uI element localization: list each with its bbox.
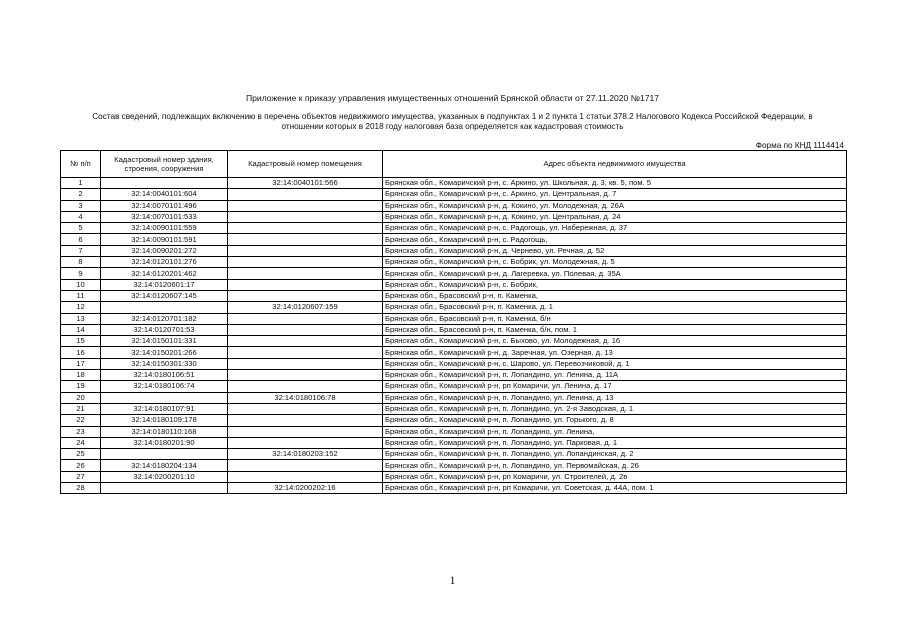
- building-cadastral-cell: 32:14:0180106:51: [101, 370, 228, 381]
- building-cadastral-cell: [101, 392, 228, 403]
- table-row: [61, 437, 847, 448]
- room-cadastral-cell: [228, 460, 383, 471]
- address-cell: Брянская обл., Комаричский р-н, с. Радогощь,: [383, 234, 847, 245]
- building-cadastral-cell: [101, 178, 228, 189]
- room-cadastral-cell: [228, 268, 383, 279]
- table-row: [61, 245, 847, 256]
- room-cadastral-cell: [228, 324, 383, 335]
- building-cadastral-cell: 32:14:0150301:330: [101, 358, 228, 369]
- building-cadastral-cell: 32:14:0150101:331: [101, 336, 228, 347]
- address-cell: Брянская обл., Комаричский р-н, п. Лопандино, ул. 2-я Заводская, д. 1: [383, 403, 847, 414]
- building-cadastral-cell: 32:14:0180107:91: [101, 403, 228, 414]
- row-number: 7: [61, 245, 101, 256]
- table-row: [61, 449, 847, 460]
- building-cadastral-cell: 32:14:0120601:17: [101, 279, 228, 290]
- row-number: 4: [61, 211, 101, 222]
- form-code: Форма по КНД 1114414: [755, 141, 844, 150]
- address-cell: Брянская обл., Комаричский р-н, с. Шарово, ул. Перевозчиковой, д. 1: [383, 358, 847, 369]
- address-cell: Брянская обл., Комаричский р-н, рп Комаричи, ул. Строителей, д. 2в: [383, 471, 847, 482]
- building-cadastral-cell: 32:14:0090101:559: [101, 223, 228, 234]
- address-cell: Брянская обл., Брасовский р-н, п. Каменка, б/н, пом. 1: [383, 324, 847, 335]
- table-row: [61, 189, 847, 200]
- building-cadastral-cell: 32:14:0090101:591: [101, 234, 228, 245]
- room-cadastral-cell: [228, 415, 383, 426]
- row-number: 12: [61, 302, 101, 313]
- table-row: [61, 211, 847, 222]
- row-number: 28: [61, 483, 101, 494]
- address-cell: Брянская обл., Комаричский р-н, с. Бобрик,: [383, 279, 847, 290]
- table-row: [61, 358, 847, 369]
- room-cadastral-cell: [228, 358, 383, 369]
- building-cadastral-cell: 32:14:0200201:10: [101, 471, 228, 482]
- table-header-row: [61, 151, 847, 178]
- row-number: 18: [61, 370, 101, 381]
- room-cadastral-cell: [228, 437, 383, 448]
- row-number: 9: [61, 268, 101, 279]
- room-cadastral-cell: 32:14:0180203:152: [228, 449, 383, 460]
- row-number: 25: [61, 449, 101, 460]
- address-cell: Брянская обл., Брасовский р-н, п. Каменка,: [383, 290, 847, 301]
- address-cell: Брянская обл., Комаричский р-н, с. Быхово, ул. Молодежная, д. 16: [383, 336, 847, 347]
- row-number: 22: [61, 415, 101, 426]
- table-row: [61, 290, 847, 301]
- address-cell: Брянская обл., Комаричский р-н, п. Лопандино, ул. Ленина, д. 13: [383, 392, 847, 403]
- row-number: 21: [61, 403, 101, 414]
- row-number: 14: [61, 324, 101, 335]
- building-cadastral-cell: 32:14:0180204:134: [101, 460, 228, 471]
- building-cadastral-cell: 32:14:0120101:276: [101, 257, 228, 268]
- row-number: 8: [61, 257, 101, 268]
- building-cadastral-cell: 32:14:0120701:182: [101, 313, 228, 324]
- building-cadastral-cell: 32:14:0120201:462: [101, 268, 228, 279]
- page-number: 1: [449, 573, 456, 587]
- row-number: 3: [61, 200, 101, 211]
- table-row: [61, 324, 847, 335]
- row-number: 15: [61, 336, 101, 347]
- building-cadastral-cell: 32:14:0090201:272: [101, 245, 228, 256]
- row-number: 24: [61, 437, 101, 448]
- building-cadastral-cell: 32:14:0180106:74: [101, 381, 228, 392]
- row-number: 10: [61, 279, 101, 290]
- table-row: [61, 268, 847, 279]
- building-cadastral-cell: 32:14:0070101:533: [101, 211, 228, 222]
- table-row: [61, 279, 847, 290]
- table-row: [61, 415, 847, 426]
- table-row: [61, 460, 847, 471]
- table-row: [61, 403, 847, 414]
- row-number: 26: [61, 460, 101, 471]
- room-cadastral-cell: 32:14:0180106:78: [228, 392, 383, 403]
- table-row: [61, 381, 847, 392]
- building-cadastral-cell: [101, 483, 228, 494]
- table-row: [61, 223, 847, 234]
- address-cell: Брянская обл., Комаричский р-н, п. Лопандино, ул. Парковая, д. 1: [383, 437, 847, 448]
- address-cell: Брянская обл., Комаричский р-н, п. Лопандино, ул. Горького, д. 8: [383, 415, 847, 426]
- row-number: 2: [61, 189, 101, 200]
- heading-line-1: Состав сведений, подлежащих включению в перечень объектов недвижимого имущества, указанных в подпунктах 1 и 2 пункта 1 статьи 378.2 Налогового Кодекса Российской Федерации, в: [92, 112, 813, 121]
- property-registry-table: [60, 150, 847, 494]
- table-row: [61, 313, 847, 324]
- address-cell: Брянская обл., Комаричский р-н, с. Аркино, ул. Школьная, д. 3, кв. 5, пом. 5: [383, 178, 847, 189]
- address-cell: Брянская обл., Комаричский р-н, рп Комаричи, ул. Советская, д. 44А, пом. 1: [383, 483, 847, 494]
- row-number: 5: [61, 223, 101, 234]
- room-cadastral-cell: [228, 200, 383, 211]
- row-number: 11: [61, 290, 101, 301]
- header-building-cadastral: Кадастровый номер здания, строения, сооружения: [101, 151, 228, 178]
- building-cadastral-cell: 32:14:0180110:168: [101, 426, 228, 437]
- building-cadastral-cell: [101, 302, 228, 313]
- row-number: 19: [61, 381, 101, 392]
- address-cell: Брянская обл., Комаричский р-н, д. Лагеревка, ул. Полевая, д. 35А: [383, 268, 847, 279]
- room-cadastral-cell: 32:14:0120607:159: [228, 302, 383, 313]
- address-cell: Брянская обл., Комаричский р-н, с. Радогощь, ул. Набережная, д. 37: [383, 223, 847, 234]
- building-cadastral-cell: [101, 449, 228, 460]
- room-cadastral-cell: [228, 381, 383, 392]
- row-number: 6: [61, 234, 101, 245]
- address-cell: Брянская обл., Комаричский р-н, с. Аркино, ул. Центральная, д. 7: [383, 189, 847, 200]
- heading-line-2: отношении которых в 2018 году налоговая база определяется как кадастровая стоимость: [281, 122, 624, 131]
- row-number: 13: [61, 313, 101, 324]
- table-body: [61, 178, 847, 494]
- room-cadastral-cell: [228, 223, 383, 234]
- row-number: 23: [61, 426, 101, 437]
- building-cadastral-cell: 32:14:0040101:604: [101, 189, 228, 200]
- room-cadastral-cell: [228, 471, 383, 482]
- building-cadastral-cell: 32:14:0120607:145: [101, 290, 228, 301]
- row-number: 1: [61, 178, 101, 189]
- address-cell: Брянская обл., Комаричский р-н, рп Комаричи, ул. Ленина, д. 17: [383, 381, 847, 392]
- room-cadastral-cell: [228, 234, 383, 245]
- room-cadastral-cell: [228, 426, 383, 437]
- room-cadastral-cell: [228, 336, 383, 347]
- row-number: 17: [61, 358, 101, 369]
- room-cadastral-cell: [228, 347, 383, 358]
- address-cell: Брянская обл., Брасовский р-н, п. Каменка, б/н: [383, 313, 847, 324]
- address-cell: Брянская обл., Комаричский р-н, с. Бобрик, ул. Молодежная, д. 5: [383, 257, 847, 268]
- header-address: Адрес объекта недвижимого имущества: [383, 151, 847, 178]
- room-cadastral-cell: [228, 313, 383, 324]
- building-cadastral-cell: 32:14:0180201:90: [101, 437, 228, 448]
- room-cadastral-cell: [228, 370, 383, 381]
- appendix-line: Приложение к приказу управления имущественных отношений Брянской области от 27.11.2020 №1717: [245, 93, 660, 103]
- address-cell: Брянская обл., Комаричский р-н, п. Лопандино, ул. Первомайская, д. 26: [383, 460, 847, 471]
- room-cadastral-cell: 32:14:0040101:566: [228, 178, 383, 189]
- header-num: № п/п: [61, 151, 101, 178]
- address-cell: Брянская обл., Комаричский р-н, д. Заречная, ул. Озерная, д. 13: [383, 347, 847, 358]
- row-number: 20: [61, 392, 101, 403]
- table-row: [61, 483, 847, 494]
- room-cadastral-cell: [228, 189, 383, 200]
- room-cadastral-cell: [228, 403, 383, 414]
- table-row: [61, 336, 847, 347]
- table-row: [61, 178, 847, 189]
- table-row: [61, 347, 847, 358]
- building-cadastral-cell: 32:14:0070101:496: [101, 200, 228, 211]
- room-cadastral-cell: [228, 290, 383, 301]
- address-cell: Брянская обл., Комаричский р-н, д. Кокино, ул. Молодежная, д. 26А: [383, 200, 847, 211]
- header-room-cadastral: Кадастровый номер помещения: [228, 151, 383, 178]
- table-row: [61, 392, 847, 403]
- room-cadastral-cell: [228, 245, 383, 256]
- address-cell: Брянская обл., Комаричский р-н, д. Кокино, ул. Центральная, д. 24: [383, 211, 847, 222]
- table-row: [61, 302, 847, 313]
- document-heading: [60, 112, 845, 132]
- address-cell: Брянская обл., Комаричский р-н, п. Лопандино, ул. Ленина, д. 11А: [383, 370, 847, 381]
- building-cadastral-cell: 32:14:0120701:53: [101, 324, 228, 335]
- row-number: 27: [61, 471, 101, 482]
- room-cadastral-cell: [228, 279, 383, 290]
- building-cadastral-cell: 32:14:0150201:266: [101, 347, 228, 358]
- building-cadastral-cell: 32:14:0180109:178: [101, 415, 228, 426]
- room-cadastral-cell: [228, 257, 383, 268]
- row-number: 16: [61, 347, 101, 358]
- address-cell: Брянская обл., Комаричский р-н, п. Лопандино, ул. Лопандинская, д. 2: [383, 449, 847, 460]
- table-row: [61, 234, 847, 245]
- room-cadastral-cell: 32:14:0200202:16: [228, 483, 383, 494]
- address-cell: Брянская обл., Комаричский р-н, п. Лопандино, ул. Ленина,: [383, 426, 847, 437]
- address-cell: Брянская обл., Комаричский р-н, д. Чернево, ул. Речная, д. 52: [383, 245, 847, 256]
- room-cadastral-cell: [228, 211, 383, 222]
- table-row: [61, 370, 847, 381]
- table-row: [61, 471, 847, 482]
- table-row: [61, 200, 847, 211]
- address-cell: Брянская обл., Брасовский р-н, п. Каменка, д. 1: [383, 302, 847, 313]
- table-row: [61, 426, 847, 437]
- table-row: [61, 257, 847, 268]
